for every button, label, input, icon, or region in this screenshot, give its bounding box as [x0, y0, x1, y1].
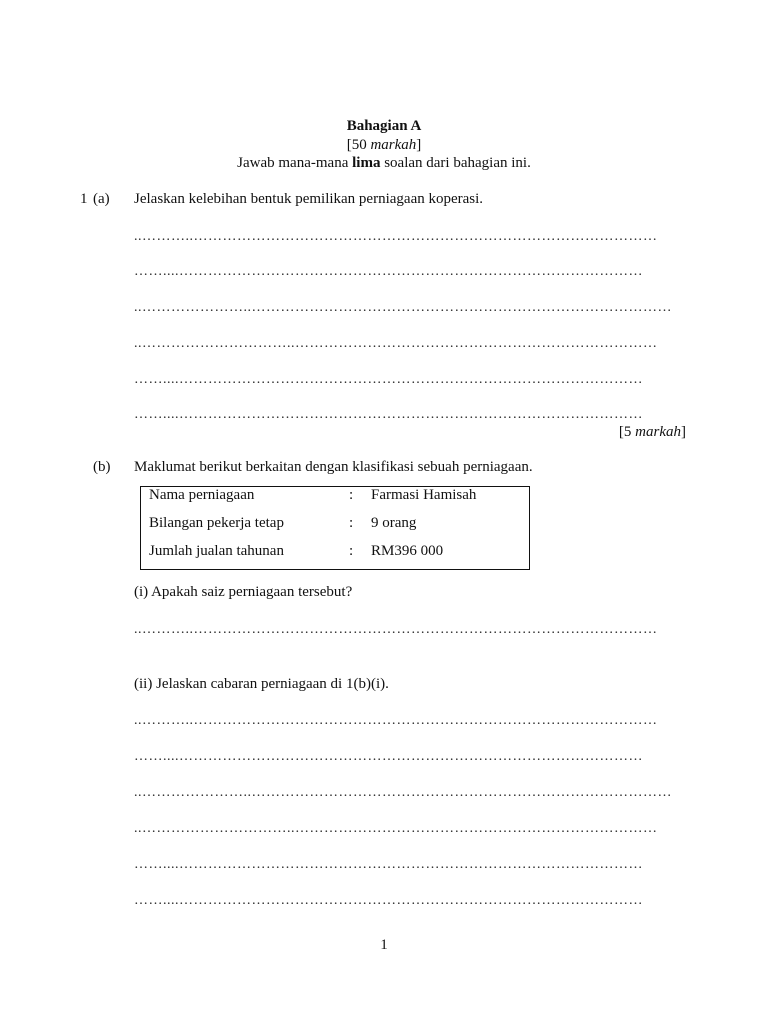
question-part-a-label: (a) [93, 191, 110, 207]
section-marks-word: markah [370, 137, 417, 153]
answer-line: ……....…………………………………………………………………………………… [134, 857, 643, 872]
section-marks-close: ] [416, 137, 422, 153]
info-row [141, 515, 529, 535]
info-label: Bilangan pekerja tetap [149, 515, 284, 531]
answer-line: ……....…………………………………………………………………………………… [134, 372, 643, 387]
section-marks-open: [50 [346, 137, 371, 153]
part-a-marks-close: ] [681, 424, 686, 440]
answer-line: ..…………………………..………………………………………………………………… [134, 336, 658, 351]
info-row [141, 543, 529, 563]
part-a-marks-word: markah [635, 424, 681, 440]
instruction-after: soalan dari bahagian ini. [380, 155, 531, 171]
answer-line: ……....…………………………………………………………………………………… [134, 893, 643, 908]
sub-question-ii-text: (ii) Jelaskan cabaran perniagaan di 1(b)(i). [134, 676, 389, 692]
info-label: Jumlah jualan tahunan [149, 543, 284, 559]
part-a-marks [619, 424, 686, 441]
answer-line: ..………..…………………………………………………………………………………… [134, 713, 658, 728]
answer-line: ..…………………..…………………………………………………………………………… [134, 785, 672, 800]
answer-line: ..…………………..…………………………………………………………………………… [134, 300, 672, 315]
info-label: Nama perniagaan [149, 487, 255, 503]
instruction-bold: lima [352, 155, 381, 171]
answer-line: ……....…………………………………………………………………………………… [134, 264, 643, 279]
answer-line: ……....…………………………………………………………………………………… [134, 749, 643, 764]
page-number: 1 [380, 937, 388, 953]
business-info-box [140, 486, 530, 570]
info-colon: : [349, 487, 354, 503]
info-colon: : [349, 515, 354, 531]
question-part-a-text: Jelaskan kelebihan bentuk pemilikan perniagaan koperasi. [134, 191, 484, 207]
sub-question-i-text: (i) Apakah saiz perniagaan tersebut? [134, 584, 353, 600]
info-value: Farmasi Hamisah [371, 487, 477, 503]
answer-line: ..………..…………………………………………………………………………………… [134, 622, 658, 637]
instruction-before: Jawab mana-mana [237, 155, 353, 171]
answer-line: ..…………………………..………………………………………………………………… [134, 821, 658, 836]
question-number: 1 [80, 191, 88, 207]
section-marks [0, 137, 768, 154]
info-row [141, 487, 529, 507]
question-part-b-label: (b) [93, 459, 111, 475]
part-a-marks-open: [5 [618, 424, 636, 440]
info-value: RM396 000 [371, 543, 444, 559]
info-value: 9 orang [371, 515, 417, 531]
answer-line: ……....…………………………………………………………………………………… [134, 407, 643, 422]
section-title: Bahagian A [346, 118, 422, 134]
info-colon: : [349, 543, 354, 559]
question-part-b-text: Maklumat berikut berkaitan dengan klasifikasi sebuah perniagaan. [134, 459, 533, 475]
section-instruction [0, 155, 768, 172]
answer-line: ..………..…………………………………………………………………………………… [134, 229, 658, 244]
